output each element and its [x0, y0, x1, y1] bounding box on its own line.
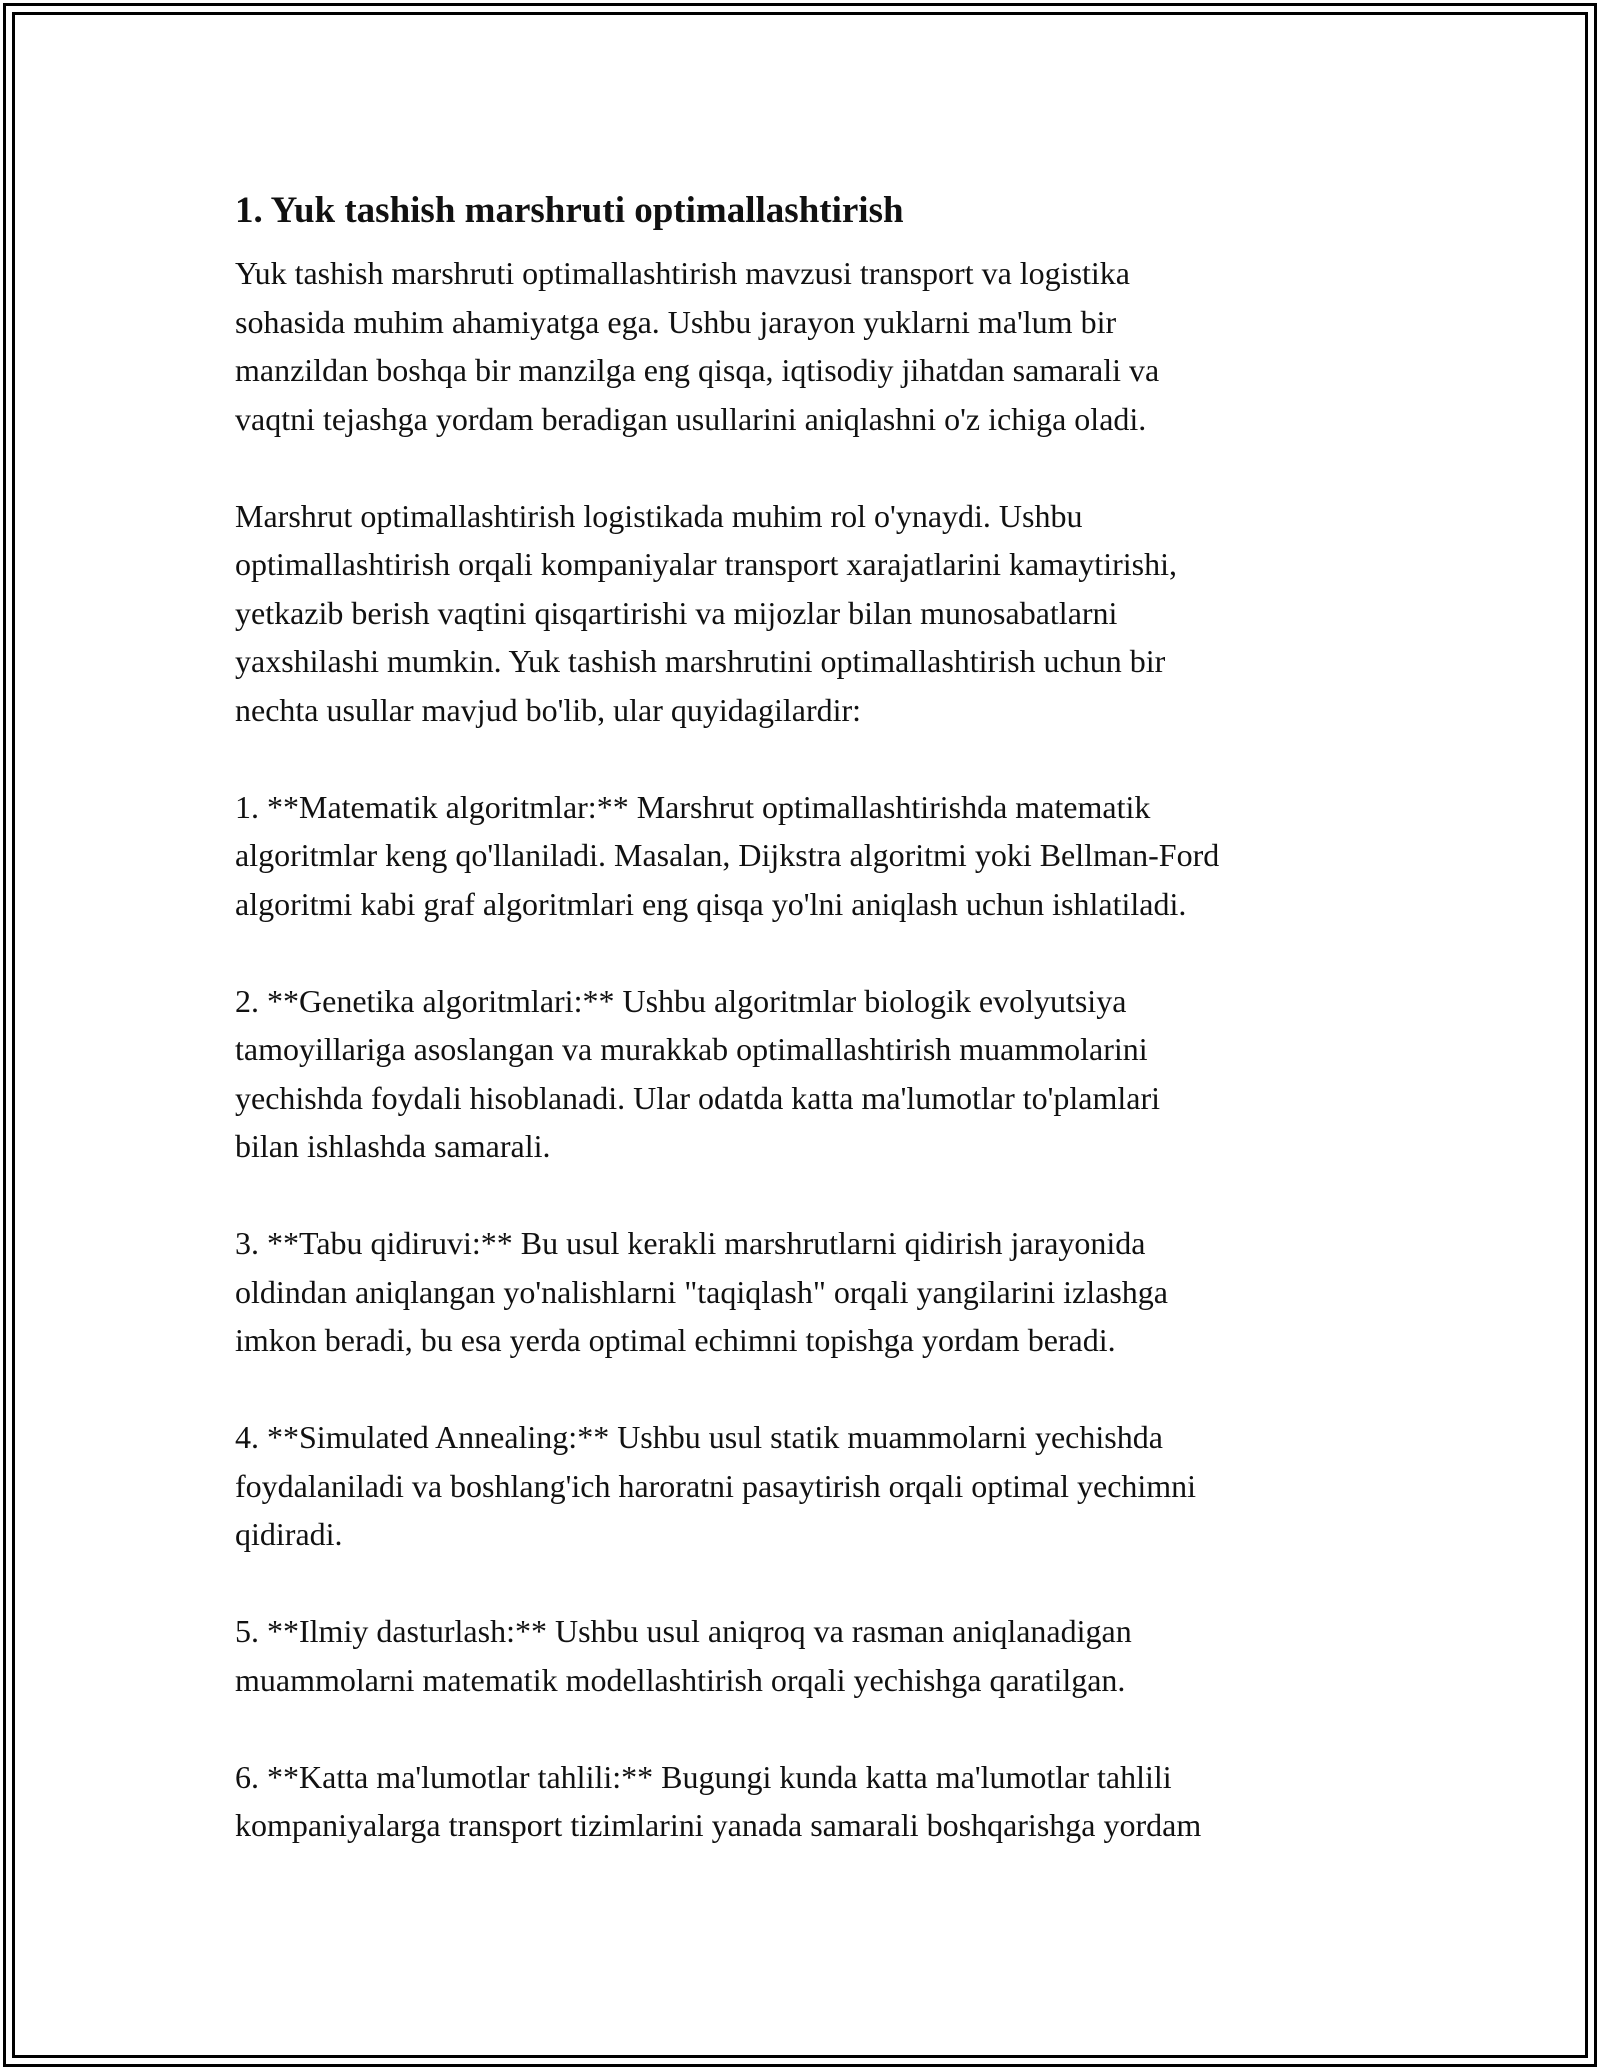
text-line: qidiradi.: [235, 1516, 343, 1552]
text-line: yetkazib berish vaqtini qisqartirishi va mijozlar bilan munosabatlarni: [235, 594, 1118, 631]
text-line: tamoyillariga asoslangan va murakkab optimallashtirish muammolarini: [235, 1031, 1148, 1067]
text-line: Marshrut optimallashtirish logistikada muhim rol o'ynaydi. Ushbu: [235, 497, 1083, 534]
text-line: imkon beradi, bu esa yerda optimal echimni topishga yordam beradi.: [235, 1322, 1116, 1358]
text-line: vaqtni tejashga yordam beradigan usullarini aniqlashni o'z ichiga oladi.: [235, 400, 1147, 437]
list-item-mathematical-algorithms: [235, 783, 1405, 929]
text-line: 3. **Tabu qidiruvi:** Bu usul kerakli marshrutlarni qidirish jarayonida: [235, 1225, 1146, 1261]
text-line: 1. **Matematik algoritmlar:** Marshrut optimallashtirishda matematik: [235, 788, 1151, 825]
page-title: 1. Yuk tashish marshruti optimallashtirish: [235, 190, 904, 231]
text-line: 5. **Ilmiy dasturlash:** Ushbu usul aniqroq va rasman aniqlanadigan: [235, 1613, 1132, 1649]
list-item-big-data-analysis: [235, 1753, 1405, 1850]
text-line: yaxshilashi mumkin. Yuk tashish marshrutini optimallashtirish uchun bir: [235, 643, 1166, 679]
text-line: sohasida muhim ahamiyatga ega. Ushbu jarayon yuklarni ma'lum bir: [235, 303, 1117, 340]
text-line: optimallashtirish orqali kompaniyalar transport xarajatlarini kamaytirishi,: [235, 546, 1177, 582]
text-line: 2. **Genetika algoritmlari:** Ushbu algoritmlar biologik evolyutsiya: [235, 982, 1127, 1019]
text-line: kompaniyalarga transport tizimlarini yanada samarali boshqarishga yordam: [235, 1807, 1202, 1843]
text-line: muammolarni matematik modellashtirish orqali yechishga qaratilgan.: [235, 1661, 1126, 1698]
text-line: 4. **Simulated Annealing:** Ushbu usul statik muammolarni yechishda: [235, 1419, 1163, 1455]
list-item-scientific-programming: [235, 1607, 1405, 1704]
text-line: Yuk tashish marshruti optimallashtirish mavzusi transport va logistika: [235, 255, 1130, 291]
list-item-tabu-search: [235, 1219, 1405, 1365]
text-line: oldindan aniqlangan yo'nalishlarni "taqiqlash" orqali yangilarini izlashga: [235, 1273, 1168, 1310]
paragraph-intro: [235, 249, 1405, 443]
text-line: yechishda foydali hisoblanadi. Ular odatda katta ma'lumotlar to'plamlari: [235, 1079, 1161, 1116]
text-line: 6. **Katta ma'lumotlar tahlili:** Bugungi kunda katta ma'lumotlar tahlili: [235, 1758, 1172, 1795]
list-item-genetic-algorithms: [235, 977, 1405, 1171]
document-body: [235, 185, 1405, 1898]
text-line: algoritmlar keng qo'llaniladi. Masalan, Dijkstra algoritmi yoki Bellman-Ford: [235, 837, 1220, 873]
text-line: manzildan boshqa bir manzilga eng qisqa, iqtisodiy jihatdan samarali va: [235, 352, 1160, 388]
text-line: bilan ishlashda samarali.: [235, 1128, 551, 1164]
text-line: foydalaniladi va boshlang'ich haroratni pasaytirish orqali optimal yechimni: [235, 1467, 1197, 1504]
list-item-simulated-annealing: [235, 1413, 1405, 1559]
text-line: nechta usullar mavjud bo'lib, ular quyidagilardir:: [235, 691, 862, 728]
text-line: algoritmi kabi graf algoritmlari eng qisqa yo'lni aniqlash uchun ishlatiladi.: [235, 885, 1187, 922]
paragraph-overview: [235, 492, 1405, 735]
